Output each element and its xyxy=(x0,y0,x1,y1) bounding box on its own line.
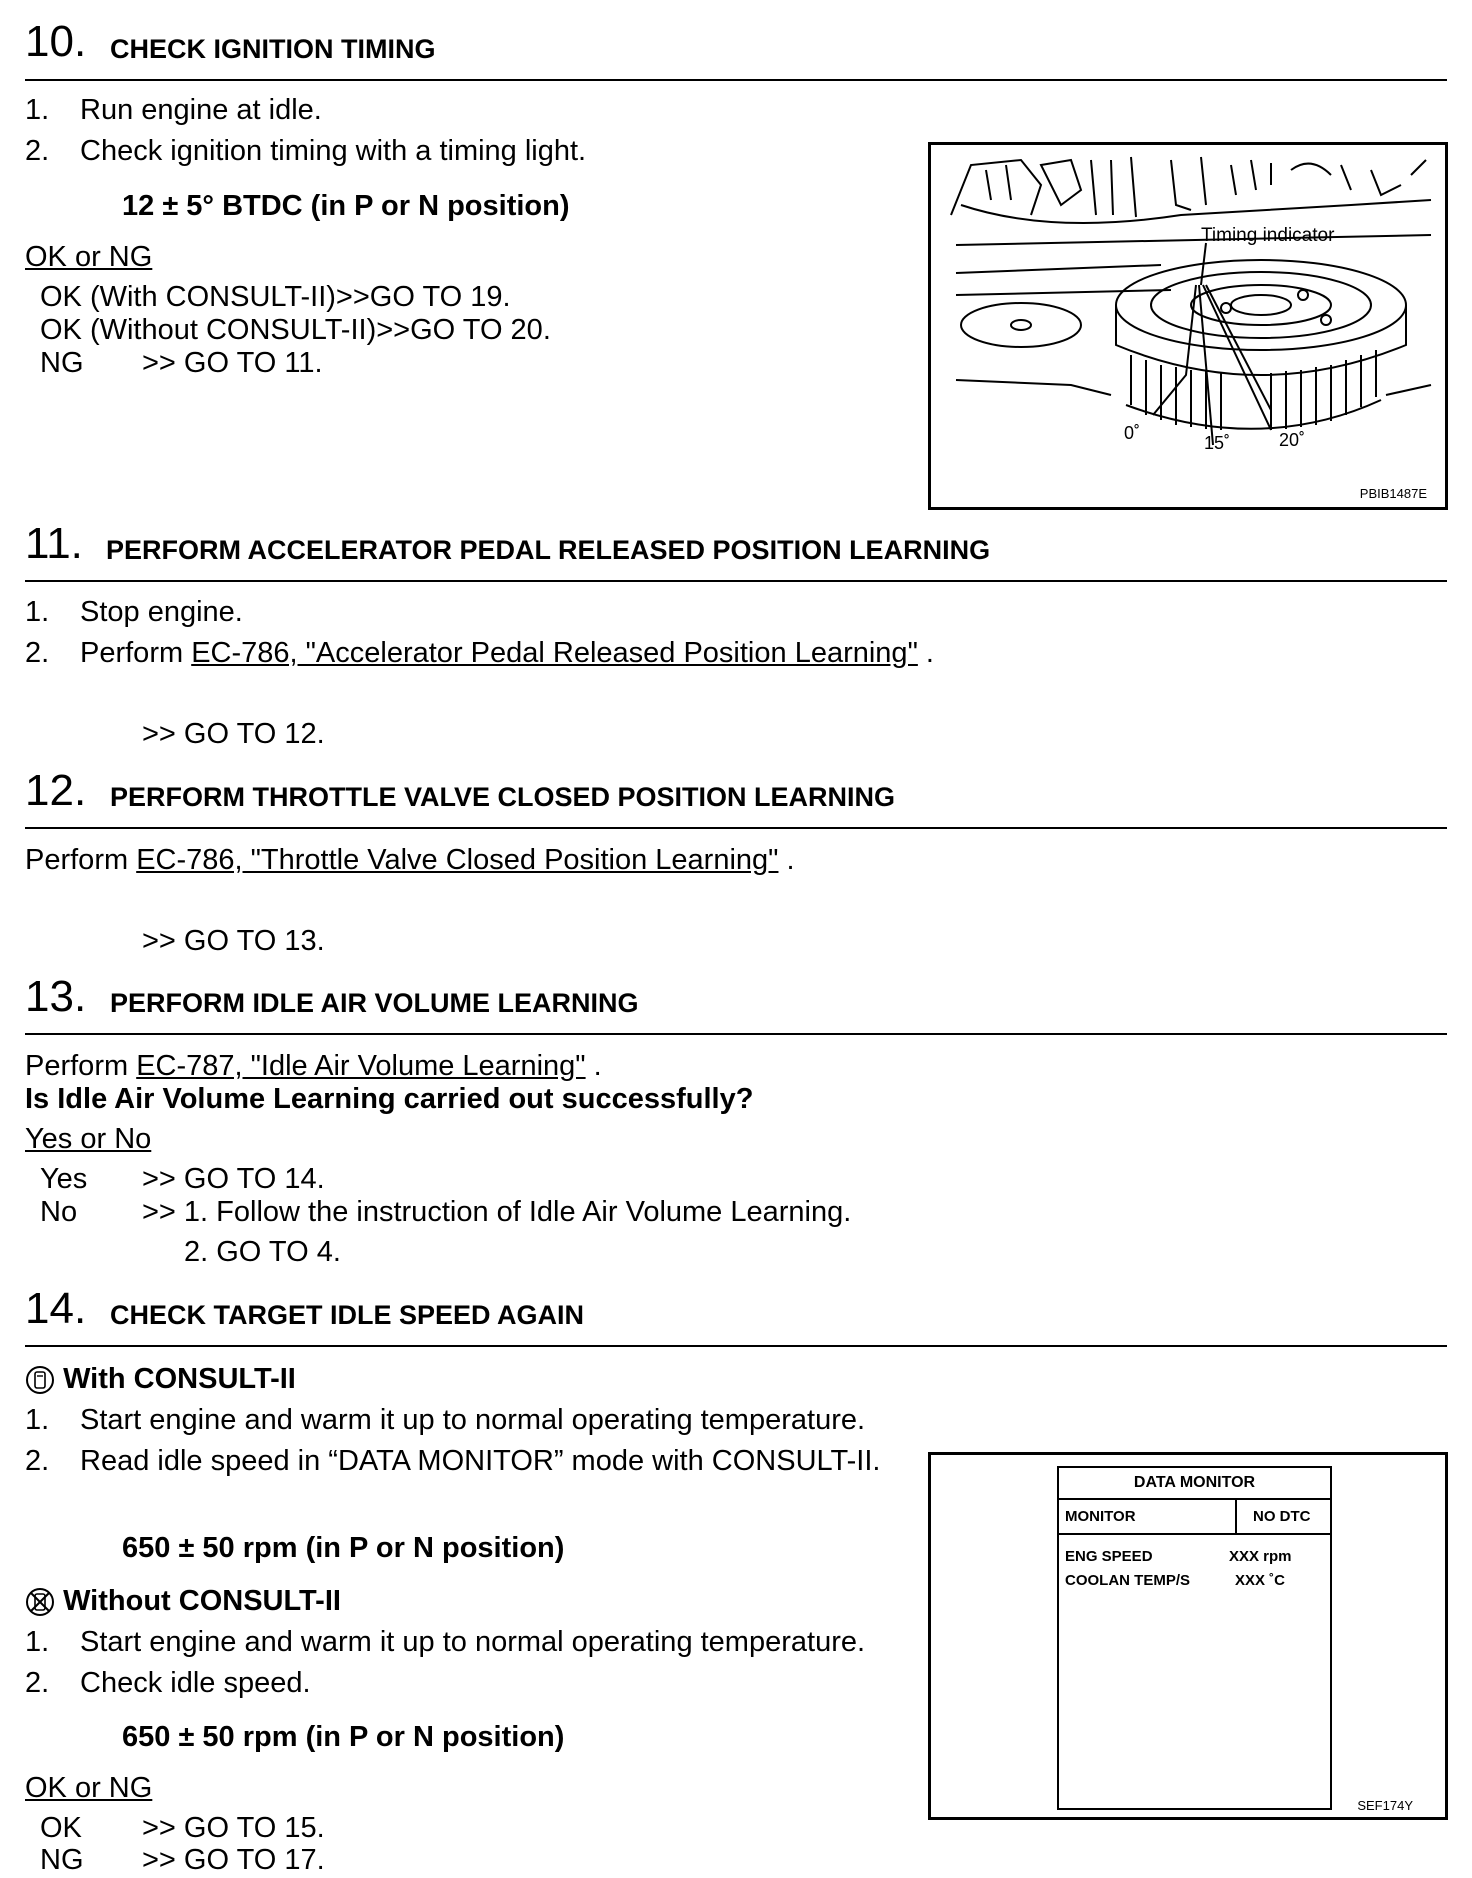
step-11-item-2-number: 2. xyxy=(25,637,50,669)
step-11-item-1-text: Stop engine. xyxy=(80,596,243,628)
accelerator-pedal-learning-link[interactable]: EC-786, "Accelerator Pedal Released Position Learning" xyxy=(191,637,918,669)
step-12-perform-suffix: . xyxy=(778,844,795,876)
no-dtc-label: NO DTC xyxy=(1253,1508,1311,1525)
coolant-temp-value: XXX ˚C xyxy=(1235,1572,1286,1589)
with-consult-step-1-text: Start engine and warm it up to normal operating temperature. xyxy=(80,1404,866,1436)
mark-20-label: 20˚ xyxy=(1279,430,1306,450)
without-consult-heading xyxy=(25,1584,341,1618)
monitor-column-label: MONITOR xyxy=(1065,1508,1136,1525)
step-13-yes-label: Yes xyxy=(40,1163,88,1195)
data-monitor-title: DATA MONITOR xyxy=(1059,1468,1330,1500)
step-13-perform-suffix: . xyxy=(585,1050,602,1082)
section-divider xyxy=(25,79,1447,81)
step-12-number: 12. xyxy=(25,766,87,815)
step-10-result-1: OK (With CONSULT-II)>>GO TO 19. xyxy=(40,281,511,313)
step-11-goto: >> GO TO 12. xyxy=(142,718,325,750)
step-10-item-2-number: 2. xyxy=(25,135,50,167)
figure-code: PBIB1487E xyxy=(1359,486,1427,501)
step-13-no-goto: >> 1. Follow the instruction of Idle Air Volume Learning. xyxy=(142,1196,852,1228)
step-12-perform-prefix: Perform xyxy=(25,844,137,876)
without-consult-step-2-number: 2. xyxy=(25,1667,50,1699)
mark-0-label: 0˚ xyxy=(1124,423,1141,443)
step-10-item-1-text: Run engine at idle. xyxy=(80,94,322,126)
with-consult-heading xyxy=(25,1362,296,1396)
crank-pulley-illustration xyxy=(931,145,1445,507)
without-consult-step-1-number: 1. xyxy=(25,1626,50,1658)
step-11-perform-suffix: . xyxy=(917,637,934,669)
step-10-item-2-text: Check ignition timing with a timing light. xyxy=(80,135,587,167)
step-12-goto: >> GO TO 13. xyxy=(142,925,325,957)
idle-air-volume-learning-link[interactable]: EC-787, "Idle Air Volume Learning" xyxy=(136,1050,586,1082)
step-13-instruction xyxy=(25,1049,602,1083)
step-13-number: 13. xyxy=(25,972,87,1021)
coolant-temp-label: COOLAN TEMP/S xyxy=(1065,1572,1191,1589)
with-consult-step-1-number: 1. xyxy=(25,1404,50,1436)
step-13-title: PERFORM IDLE AIR VOLUME LEARNING xyxy=(110,988,639,1018)
no-consult-tool-icon xyxy=(25,1587,55,1617)
without-consult-step-2-text: Check idle speed. xyxy=(80,1667,311,1699)
step-13-no-label: No xyxy=(40,1196,78,1228)
step-14-title: CHECK TARGET IDLE SPEED AGAIN xyxy=(110,1300,585,1330)
step-13-question: Yes or No xyxy=(25,1123,152,1155)
step-14-ng-label: NG xyxy=(40,1844,84,1876)
data-monitor-screen xyxy=(1057,1466,1332,1810)
step-14-ok-goto: >> GO TO 15. xyxy=(142,1812,325,1844)
step-13-no-goto-2: 2. GO TO 4. xyxy=(184,1236,341,1268)
with-consult-step-2-number: 2. xyxy=(25,1445,50,1477)
step-12-instruction xyxy=(25,843,795,877)
header-divider xyxy=(1235,1500,1237,1533)
step-10-number: 10. xyxy=(25,17,87,66)
with-consult-step-2-text: Read idle speed in “DATA MONITOR” mode with CONSULT-II. xyxy=(80,1445,881,1477)
without-consult-step-1-text: Start engine and warm it up to normal operating temperature. xyxy=(80,1626,866,1658)
step-11-perform-prefix: Perform xyxy=(80,637,192,669)
step-14-spec-2: 650 ± 50 rpm (in P or N position) xyxy=(122,1721,565,1753)
step-12-title: PERFORM THROTTLE VALVE CLOSED POSITION LEARNING xyxy=(110,782,896,812)
data-monitor-header-row xyxy=(1059,1500,1330,1535)
step-14-spec-1: 650 ± 50 rpm (in P or N position) xyxy=(122,1532,565,1564)
throttle-valve-learning-link[interactable]: EC-786, "Throttle Valve Closed Position Learning" xyxy=(136,844,779,876)
mark-15-label: 15˚ xyxy=(1204,433,1231,453)
section-divider xyxy=(25,580,1447,582)
step-10-result-3-goto: >> GO TO 11. xyxy=(142,347,323,379)
step-11-title: PERFORM ACCELERATOR PEDAL RELEASED POSITION LEARNING xyxy=(106,535,991,565)
step-13-yes-goto: >> GO TO 14. xyxy=(142,1163,325,1195)
step-10-item-1-number: 1. xyxy=(25,94,50,126)
section-divider xyxy=(25,827,1447,829)
section-divider xyxy=(25,1345,1447,1347)
step-14-ng-goto: >> GO TO 17. xyxy=(142,1844,325,1876)
step-14-number: 14. xyxy=(25,1284,87,1333)
step-11-item-1-number: 1. xyxy=(25,596,50,628)
eng-speed-value: XXX rpm xyxy=(1229,1548,1292,1565)
step-14-ok-label: OK xyxy=(40,1812,82,1844)
step-10-spec: 12 ± 5° BTDC (in P or N position) xyxy=(122,190,570,222)
consult-tool-icon xyxy=(25,1365,55,1395)
step-10-result-3-label: NG xyxy=(40,347,84,379)
with-consult-label: With CONSULT-II xyxy=(63,1363,296,1395)
without-consult-label: Without CONSULT-II xyxy=(63,1585,341,1617)
step-13-perform-prefix: Perform xyxy=(25,1050,137,1082)
step-10-question: OK or NG xyxy=(25,241,153,273)
figure-code: SEF174Y xyxy=(1357,1798,1413,1813)
section-divider xyxy=(25,1033,1447,1035)
timing-indicator-label: Timing indicator xyxy=(1201,225,1335,246)
step-11-number: 11. xyxy=(25,519,83,568)
step-10-title: CHECK IGNITION TIMING xyxy=(110,34,436,64)
step-11-item-2-text xyxy=(80,636,934,670)
timing-indicator-figure xyxy=(928,142,1448,510)
data-monitor-figure xyxy=(928,1452,1448,1820)
eng-speed-label: ENG SPEED xyxy=(1065,1548,1153,1565)
step-10-result-2: OK (Without CONSULT-II)>>GO TO 20. xyxy=(40,314,551,346)
step-14-question: OK or NG xyxy=(25,1772,153,1804)
step-13-question-bold: Is Idle Air Volume Learning carried out successfully? xyxy=(25,1083,754,1115)
